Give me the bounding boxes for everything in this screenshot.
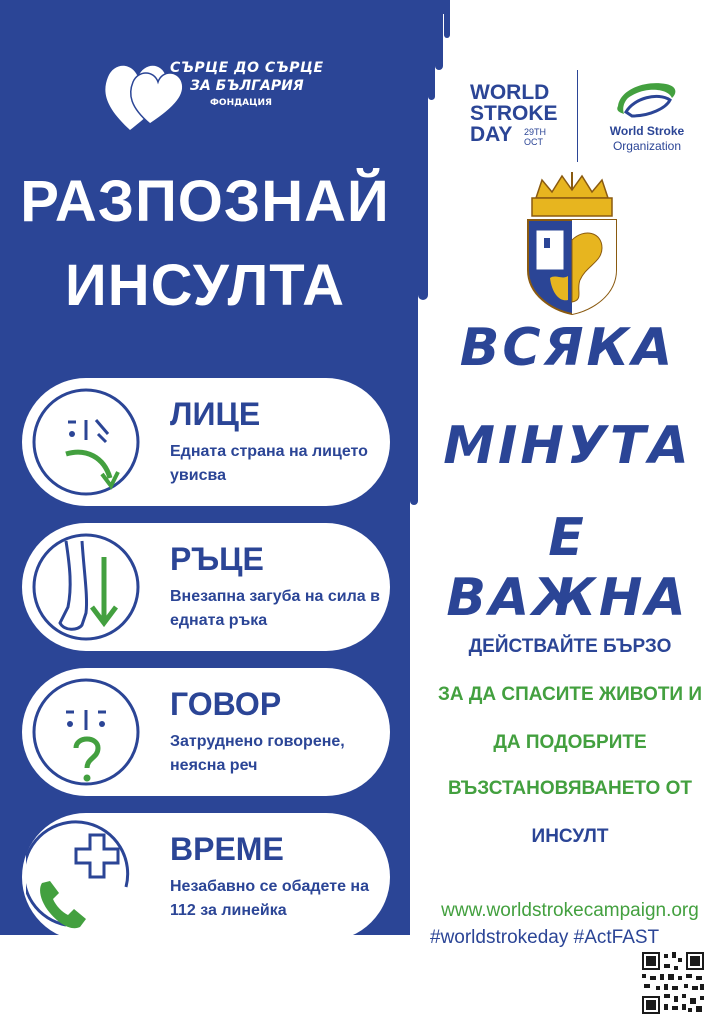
left-bottom-strip [0, 935, 410, 1024]
logo-divider [577, 70, 578, 162]
wsd-date-month: OCT [524, 137, 543, 147]
wsd-line3: DAY [470, 123, 513, 146]
headline-line1: РАЗПОЗНАЙ [20, 169, 390, 234]
card-speech-title: ГОВОР [170, 686, 282, 722]
slogan-line2: МІНУТА [443, 416, 692, 476]
foundation-name-line1: СЪРЦЕ ДО СЪРЦЕ [170, 60, 324, 76]
action-line2: ЗА ДА СПАСИТЕ ЖИВОТИ И [437, 684, 703, 705]
card-time-text: Незабавно се обадете на 112 за линейка [170, 878, 369, 919]
card-time-title: ВРЕМЕ [170, 831, 284, 867]
world-stroke-org-swoosh-icon [614, 78, 680, 122]
card-arms [22, 523, 390, 651]
wsd-date-day: 29TH [524, 127, 547, 137]
world-stroke-org-name [592, 124, 702, 154]
face-drooping-icon [26, 382, 146, 502]
action-line3: ДА ПОДОБРИТЕ [493, 732, 647, 753]
card-face-text: Едната страна на лицето увисва [170, 443, 368, 484]
arm-weakness-icon [26, 527, 146, 647]
wsd-line1: WORLD [470, 81, 550, 104]
hashtags: #worldstrokeday #ActFAST [430, 927, 660, 948]
phone-medical-icon [26, 817, 146, 937]
slogan-line3: Е ВАЖНА [446, 508, 689, 628]
action-line5: ИНСУЛТ [531, 826, 609, 847]
wsd-date [524, 127, 546, 147]
coat-of-arms-icon [522, 170, 622, 315]
action-line4: ВЪЗСТАНОВЯВАНЕТО ОТ [448, 778, 692, 799]
paint-drip [410, 0, 450, 14]
paint-drip [410, 0, 418, 505]
campaign-website-link[interactable]: www.worldstrokecampaign.org [441, 900, 699, 921]
wso-line1: World Stroke [609, 124, 685, 138]
card-face [22, 378, 390, 506]
wsd-line2: STROKE [470, 102, 558, 125]
card-arms-text: Внезапна загуба на сила в едната ръка [170, 588, 380, 629]
face-question-icon [26, 672, 146, 792]
paint-drip [418, 0, 428, 300]
wso-line2: Organization [612, 139, 682, 153]
card-speech-text: Затруднено говорене, неясна реч [170, 733, 345, 774]
card-arms-title: РЪЦЕ [170, 541, 264, 577]
slogan-line1: ВСЯКА [459, 318, 676, 378]
qr-code-icon [640, 950, 706, 1016]
foundation-name-line2: ЗА БЪЛГАРИЯ [190, 78, 304, 94]
card-time [22, 813, 390, 941]
card-speech [22, 668, 390, 796]
action-line1: ДЕЙСТВАЙТЕ БЪРЗО [468, 636, 672, 657]
foundation-name-line3: ФОНДАЦИЯ [210, 98, 272, 108]
card-face-title: ЛИЦЕ [170, 396, 261, 432]
headline-line2: ИНСУЛТА [65, 253, 345, 318]
paint-drip [428, 0, 435, 100]
